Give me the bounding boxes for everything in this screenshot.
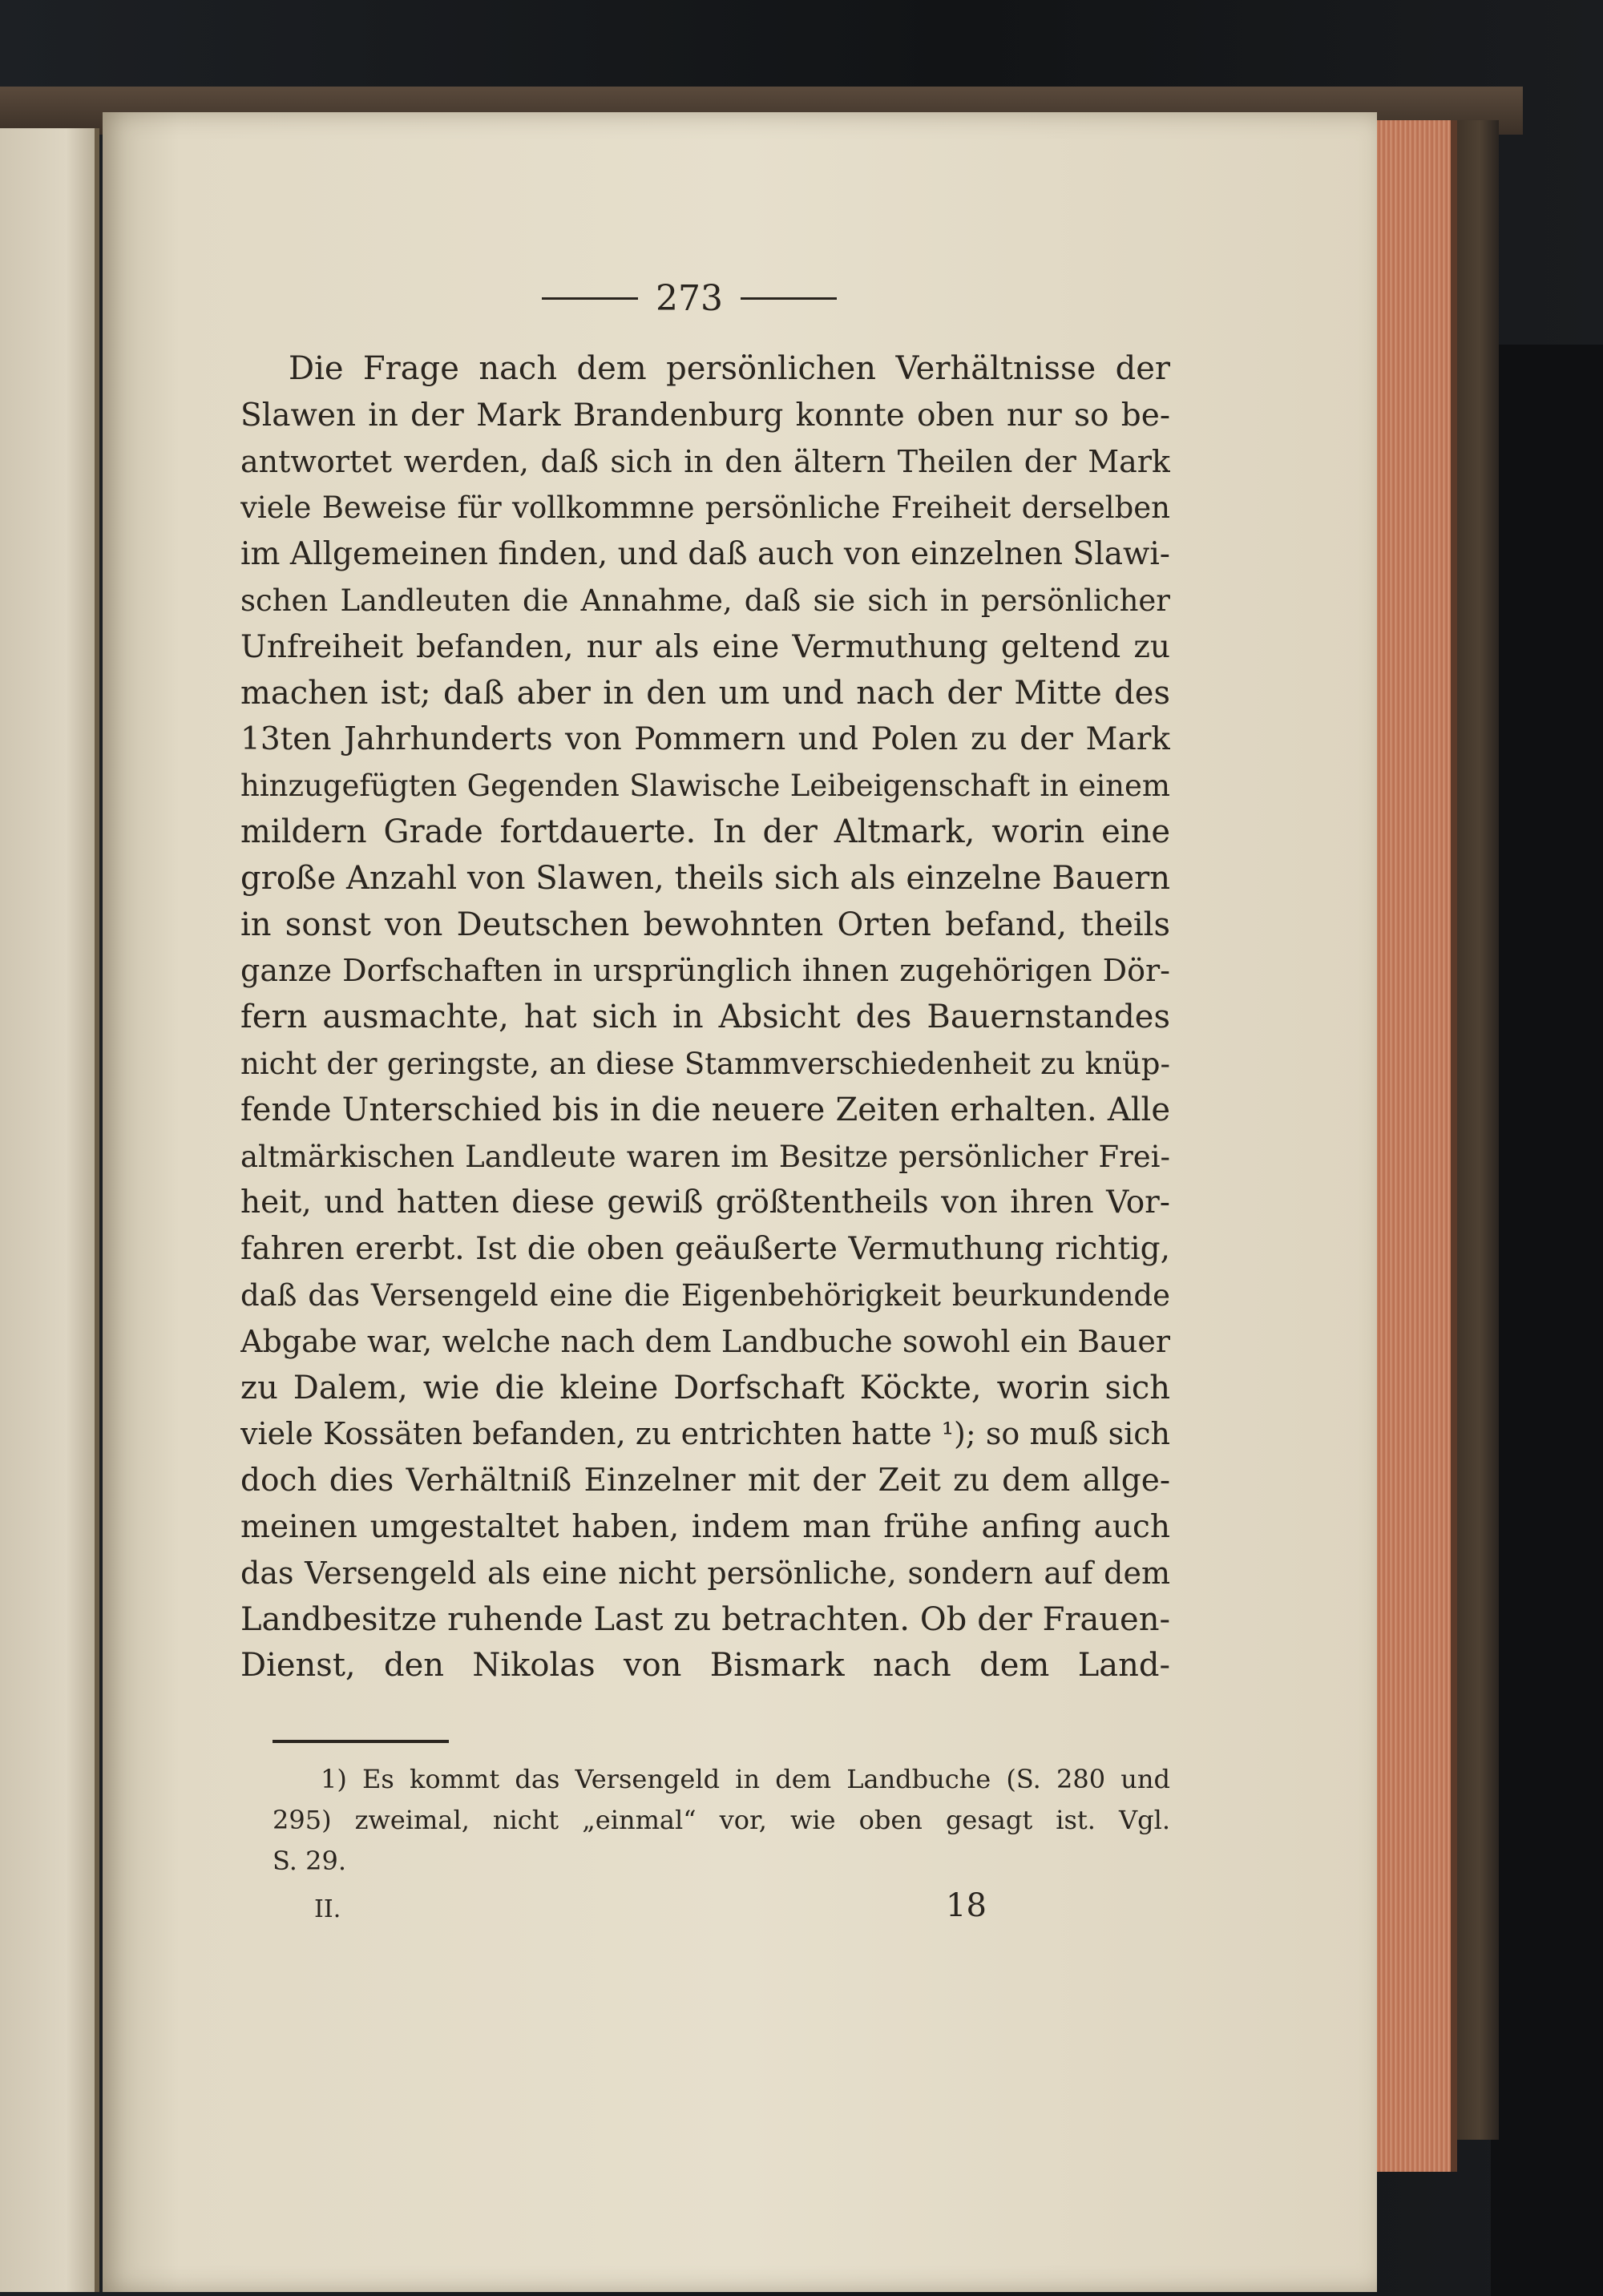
text-line: Slawen in der Mark Brandenburg konnte oben nur so be- <box>240 397 1170 434</box>
text-line: viele Kossäten befanden, zu entrichten hatte ¹); so muß sich <box>240 1416 1170 1452</box>
back-cover <box>1451 120 1499 2140</box>
text-line: Abgabe war, welche nach dem Landbuche sowohl ein Bauer <box>240 1323 1170 1359</box>
text-line: daß das Versengeld eine die Eigenbehörigkeit beurkundende <box>240 1277 1170 1313</box>
text-line: mildern Grade fortdauerte. In der Altmark, worin eine <box>240 813 1170 850</box>
text-line: heit, und hatten diese gewiß größtentheils von ihren Vor- <box>240 1184 1170 1221</box>
footnote-line: 1) Es kommt das Versengeld in dem Landbuche (S. 280 und <box>321 1764 1170 1794</box>
text-line: Dienst, den Nikolas von Bismark nach dem Land- <box>240 1647 1170 1685</box>
body-text <box>240 346 1170 1689</box>
footnote-line: S. 29. <box>273 1846 347 1876</box>
page-number: 273 <box>656 277 723 319</box>
text-line: schen Landleuten die Annahme, daß sie sich in persönlicher <box>240 583 1170 618</box>
text-line: viele Beweise für vollkommne persönliche Freiheit derselben <box>240 490 1170 526</box>
text-line: Die Frage nach dem persönlichen Verhältnisse der <box>289 350 1170 387</box>
text-line: große Anzahl von Slawen, theils sich als einzelne Bauern <box>240 859 1170 897</box>
text-line: altmärkischen Landleute waren im Besitze persönlicher Frei- <box>240 1139 1170 1174</box>
text-line: fende Unterschied bis in die neuere Zeiten erhalten. Alle <box>240 1091 1170 1128</box>
text-line: Unfreiheit befanden, nur als eine Vermuthung geltend zu <box>240 628 1170 665</box>
text-line: Landbesitze ruhende Last zu betrachten. Ob der Frauen- <box>240 1600 1170 1638</box>
text-line: meinen umgestaltet haben, indem man frühe anfing auch <box>240 1508 1170 1545</box>
text-line: nicht der geringste, an diese Stammverschiedenheit zu knüp- <box>240 1046 1170 1081</box>
signature-mark: II. <box>314 1895 341 1923</box>
text-line: machen ist; daß aber in den um und nach der Mitte des <box>240 674 1170 712</box>
header-dash-left <box>542 297 638 300</box>
page-header <box>537 274 842 322</box>
text-line: in sonst von Deutschen bewohnten Orten befand, theils <box>240 906 1170 943</box>
text-line: doch dies Verhältniß Einzelner mit der Zeit zu dem allge- <box>240 1463 1170 1499</box>
dark-backdrop <box>1491 345 1603 2296</box>
left-page-edge <box>0 128 99 2292</box>
footnotes <box>273 1759 1170 1882</box>
text-line: 13ten Jahrhunderts von Pommern und Polen zu der Mark <box>240 721 1170 758</box>
text-line: im Allgemeinen finden, und daß auch von einzelnen Slawi- <box>240 536 1170 573</box>
signature-number: 18 <box>946 1887 987 1924</box>
text-line: antwortet werden, daß sich in den ältern Theilen der Mark <box>240 443 1170 479</box>
text-line: zu Dalem, wie die kleine Dorfschaft Köckte, worin sich <box>240 1369 1170 1406</box>
text-line: ganze Dorfschaften in ursprünglich ihnen zugehörigen Dör- <box>240 953 1170 989</box>
text-line: hinzugefügten Gegenden Slawische Leibeigenschaft in einem <box>240 769 1170 804</box>
footnote-line: 295) zweimal, nicht „einmal“ vor, wie oben gesagt ist. Vgl. <box>273 1805 1170 1835</box>
header-dash-right <box>741 297 837 300</box>
text-line: das Versengeld als eine nicht persönliche, sondern auf dem <box>240 1555 1170 1591</box>
text-line: fahren ererbt. Ist die oben geäußerte Vermuthung richtig, <box>240 1231 1170 1268</box>
text-line: fern ausmachte, hat sich in Absicht des Bauernstandes <box>240 999 1170 1036</box>
footnote-rule <box>273 1740 449 1743</box>
